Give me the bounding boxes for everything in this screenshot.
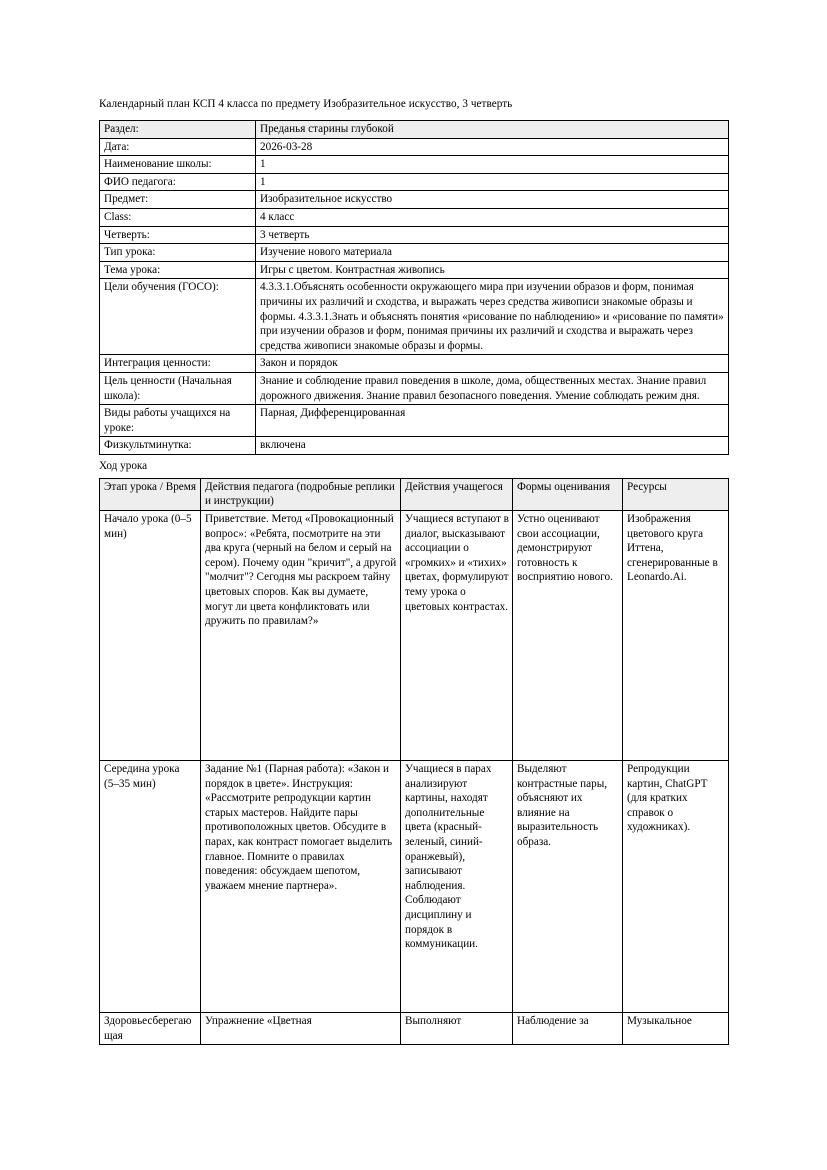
info-row-label: Тип урока: [100, 244, 256, 262]
info-row-value: 1 [256, 156, 729, 174]
column-header: Действия педагога (подробные реплики и инструкции) [201, 478, 401, 510]
info-row-value: Изучение нового материала [256, 244, 729, 262]
table-row [100, 138, 729, 156]
table-row [100, 156, 729, 174]
info-row-label: Интеграция ценности: [100, 355, 256, 373]
table-row [100, 208, 729, 226]
flow-stage-cell: Середина урока (5–35 мин) [100, 761, 201, 1013]
info-row-value: 3 четверть [256, 226, 729, 244]
info-row-label: Дата: [100, 138, 256, 156]
info-row-value: 4 класс [256, 208, 729, 226]
table-row [100, 355, 729, 373]
table-row [100, 244, 729, 262]
flow-teacher-cell: Приветствие. Метод «Провокационный вопрос»: «Ребята, посмотрите на эти два круга (черный на белом и серый на сером). Почему один "кричит", а другой "молчит"? Сегодня мы раскроем тайну цветовых споров. Как вы думаете, могут ли цвета конфликтовать или дружить по правилам?» [201, 511, 401, 761]
column-header: Ресурсы [623, 478, 729, 510]
table-row [100, 191, 729, 209]
info-row-label: Цели обучения (ГОСО): [100, 279, 256, 355]
flow-resources-cell: Музыкальное [623, 1013, 729, 1045]
info-row-value: включена [256, 437, 729, 455]
info-row-label: Тема урока: [100, 261, 256, 279]
table-row [100, 279, 729, 355]
table-row [100, 511, 729, 761]
table-row [100, 226, 729, 244]
flow-stage-cell: Начало урока (0–5 мин) [100, 511, 201, 761]
info-row-label: ФИО педагога: [100, 173, 256, 191]
table-row [100, 121, 729, 139]
info-row-value: 1 [256, 173, 729, 191]
document-content [99, 96, 728, 1045]
flow-assessment-cell: Наблюдение за [513, 1013, 623, 1045]
flow-teacher-cell: Задание №1 (Парная работа): «Закон и порядок в цвете». Инструкция: «Рассмотрите репродукции картин старых мастеров. Найдите пары противоположных цветов. Обсудите в парах, как контраст помогает выделить главное. Помните о правилах поведения: обсуждаем шепотом, уважаем мнение партнера». [201, 761, 401, 1013]
info-row-value: Парная, Дифференцированная [256, 405, 729, 437]
info-row-label: Предмет: [100, 191, 256, 209]
info-row-label: Class: [100, 208, 256, 226]
column-header: Этап урока / Время [100, 478, 201, 510]
table-row [100, 173, 729, 191]
column-header: Формы оценивания [513, 478, 623, 510]
table-row [100, 761, 729, 1013]
info-row-label: Виды работы учащихся на уроке: [100, 405, 256, 437]
table-row [100, 372, 729, 404]
flow-student-cell: Учащиеся в парах анализируют картины, находят дополнительные цвета (красный-зеленый, синий-оранжевый), записывают наблюдения. Соблюдают дисциплину и порядок в коммуникации. [401, 761, 513, 1013]
info-row-value: Игры с цветом. Контрастная живопись [256, 261, 729, 279]
info-row-value: Преданья старины глубокой [256, 121, 729, 139]
table-header-row [100, 478, 729, 510]
info-row-value: 2026-03-28 [256, 138, 729, 156]
info-row-value: Изобразительное искусство [256, 191, 729, 209]
info-row-value: 4.3.3.1.Объяснять особенности окружающего мира при изучении образов и форм, понимая причины их различий и сходства, и выражать через средства живописи знакомые образы и формы. 4.3.3.1.Знать и объяснять понятия «рисование по наблюдению» и «рисование по памяти» при изучении образов и форм, понимая причины их различий и сходства и выражать через средства живописи знакомые образы и формы. [256, 279, 729, 355]
info-row-label: Физкультминутка: [100, 437, 256, 455]
lesson-info-table [99, 120, 729, 455]
flow-stage-cell: Здоровьесберегающая [100, 1013, 201, 1045]
info-row-label: Наименование школы: [100, 156, 256, 174]
lesson-flow-label: Ход урока [99, 459, 148, 472]
column-header: Действия учащегося [401, 478, 513, 510]
lesson-flow-table-head [100, 478, 729, 510]
flow-assessment-cell: Устно оценивают свои ассоциации, демонстрируют готовность к восприятию нового. [513, 511, 623, 761]
flow-resources-cell: Репродукции картин, ChatGPT (для кратких справок о художниках). [623, 761, 729, 1013]
page-title: Календарный план КСП 4 класса по предмету Изобразительное искусство, 3 четверть [99, 98, 513, 110]
table-row [100, 437, 729, 455]
lesson-info-table-body [100, 121, 729, 455]
info-row-value: Закон и порядок [256, 355, 729, 373]
table-row [100, 261, 729, 279]
flow-student-cell: Выполняют [401, 1013, 513, 1045]
flow-teacher-cell: Упражнение «Цветная [201, 1013, 401, 1045]
flow-resources-cell: Изображения цветового круга Иттена, сгенерированные в Leonardo.Ai. [623, 511, 729, 761]
lesson-flow-table-body [100, 511, 729, 1045]
info-row-label: Цель ценности (Начальная школа): [100, 372, 256, 404]
info-row-label: Раздел: [100, 121, 256, 139]
info-row-label: Четверть: [100, 226, 256, 244]
info-row-value: Знание и соблюдение правил поведения в школе, дома, общественных местах. Знание правил дорожного движения. Знание правил безопасного поведения. Умение соблюдать режим дня. [256, 372, 729, 404]
flow-assessment-cell: Выделяют контрастные пары, объясняют их влияние на выразительность образа. [513, 761, 623, 1013]
table-row [100, 1013, 729, 1045]
lesson-flow-table [99, 478, 729, 1045]
table-row [100, 405, 729, 437]
flow-student-cell: Учащиеся вступают в диалог, высказывают ассоциации о «громких» и «тихих» цветах, формулируют тему урока о цветовых контрастах. [401, 511, 513, 761]
